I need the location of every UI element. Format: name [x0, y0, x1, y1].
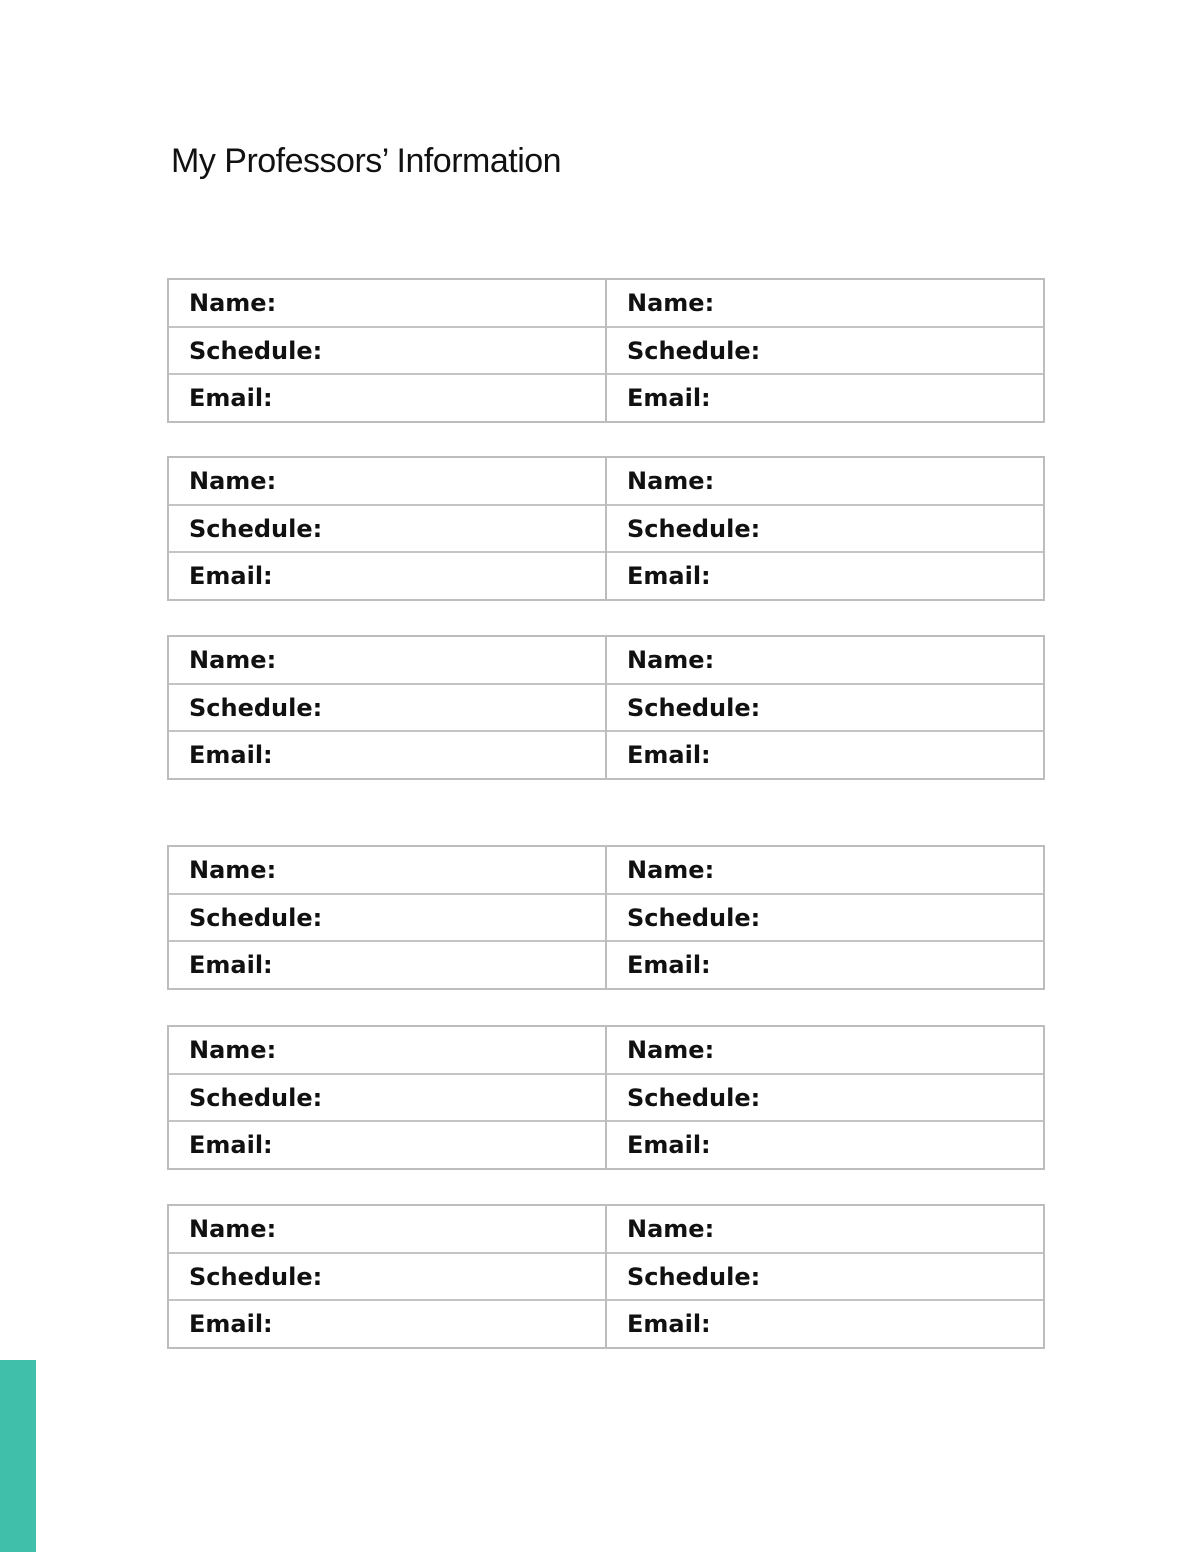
name-label: Name: — [627, 1035, 715, 1064]
email-field[interactable] — [169, 1299, 605, 1347]
professor-card — [169, 458, 605, 599]
schedule-label: Schedule: — [627, 514, 761, 543]
professor-table — [167, 1025, 1045, 1170]
email-label: Email: — [189, 1310, 273, 1339]
name-field[interactable] — [169, 637, 605, 683]
professor-card — [605, 280, 1043, 421]
professor-card — [169, 1027, 605, 1168]
professor-card — [605, 847, 1043, 988]
email-field[interactable] — [169, 1120, 605, 1168]
schedule-field[interactable] — [169, 893, 605, 941]
schedule-label: Schedule: — [627, 903, 761, 932]
email-label: Email: — [189, 1131, 273, 1160]
name-label: Name: — [627, 855, 715, 884]
professor-table — [167, 278, 1045, 423]
name-label: Name: — [627, 1214, 715, 1243]
schedule-label: Schedule: — [627, 336, 761, 365]
schedule-field[interactable] — [169, 504, 605, 552]
name-label: Name: — [627, 466, 715, 495]
email-label: Email: — [189, 384, 273, 413]
schedule-label: Schedule: — [627, 1083, 761, 1112]
email-label: Email: — [627, 741, 711, 770]
professor-card — [169, 637, 605, 778]
schedule-label: Schedule: — [189, 1083, 323, 1112]
name-field[interactable] — [607, 637, 1043, 683]
schedule-field[interactable] — [607, 1252, 1043, 1300]
email-field[interactable] — [607, 1120, 1043, 1168]
schedule-label: Schedule: — [189, 1262, 323, 1291]
name-field[interactable] — [607, 847, 1043, 893]
schedule-field[interactable] — [607, 893, 1043, 941]
professor-card — [605, 637, 1043, 778]
email-field[interactable] — [169, 373, 605, 421]
schedule-label: Schedule: — [189, 514, 323, 543]
email-label: Email: — [627, 384, 711, 413]
schedule-label: Schedule: — [627, 1262, 761, 1291]
email-field[interactable] — [607, 940, 1043, 988]
professor-table — [167, 456, 1045, 601]
name-field[interactable] — [607, 280, 1043, 326]
name-field[interactable] — [607, 1027, 1043, 1073]
schedule-field[interactable] — [169, 326, 605, 374]
email-label: Email: — [189, 951, 273, 980]
professor-table — [167, 845, 1045, 990]
name-field[interactable] — [169, 458, 605, 504]
schedule-field[interactable] — [169, 683, 605, 731]
schedule-field[interactable] — [169, 1252, 605, 1300]
email-label: Email: — [189, 562, 273, 591]
email-label: Email: — [189, 741, 273, 770]
email-label: Email: — [627, 1131, 711, 1160]
name-label: Name: — [189, 1035, 277, 1064]
accent-bar — [0, 1360, 36, 1552]
schedule-label: Schedule: — [189, 903, 323, 932]
schedule-field[interactable] — [607, 1073, 1043, 1121]
professor-card — [605, 458, 1043, 599]
schedule-label: Schedule: — [189, 693, 323, 722]
professor-card — [169, 847, 605, 988]
email-field[interactable] — [169, 940, 605, 988]
schedule-field[interactable] — [607, 504, 1043, 552]
name-field[interactable] — [169, 847, 605, 893]
name-label: Name: — [189, 645, 277, 674]
professor-card — [605, 1027, 1043, 1168]
professor-card — [169, 280, 605, 421]
name-field[interactable] — [607, 1206, 1043, 1252]
professor-card — [169, 1206, 605, 1347]
email-label: Email: — [627, 951, 711, 980]
schedule-field[interactable] — [607, 683, 1043, 731]
name-field[interactable] — [169, 1206, 605, 1252]
email-field[interactable] — [607, 1299, 1043, 1347]
name-label: Name: — [627, 288, 715, 317]
name-label: Name: — [189, 1214, 277, 1243]
professor-table — [167, 1204, 1045, 1349]
email-field[interactable] — [607, 551, 1043, 599]
email-label: Email: — [627, 562, 711, 591]
name-field[interactable] — [169, 280, 605, 326]
email-field[interactable] — [169, 730, 605, 778]
schedule-field[interactable] — [169, 1073, 605, 1121]
professor-table — [167, 635, 1045, 780]
email-field[interactable] — [607, 373, 1043, 421]
schedule-label: Schedule: — [627, 693, 761, 722]
email-label: Email: — [627, 1310, 711, 1339]
name-field[interactable] — [169, 1027, 605, 1073]
name-label: Name: — [189, 288, 277, 317]
page-title: My Professors’ Information — [171, 142, 562, 180]
name-label: Name: — [189, 466, 277, 495]
name-label: Name: — [189, 855, 277, 884]
name-field[interactable] — [607, 458, 1043, 504]
name-label: Name: — [627, 645, 715, 674]
schedule-label: Schedule: — [189, 336, 323, 365]
email-field[interactable] — [607, 730, 1043, 778]
email-field[interactable] — [169, 551, 605, 599]
professor-card — [605, 1206, 1043, 1347]
schedule-field[interactable] — [607, 326, 1043, 374]
